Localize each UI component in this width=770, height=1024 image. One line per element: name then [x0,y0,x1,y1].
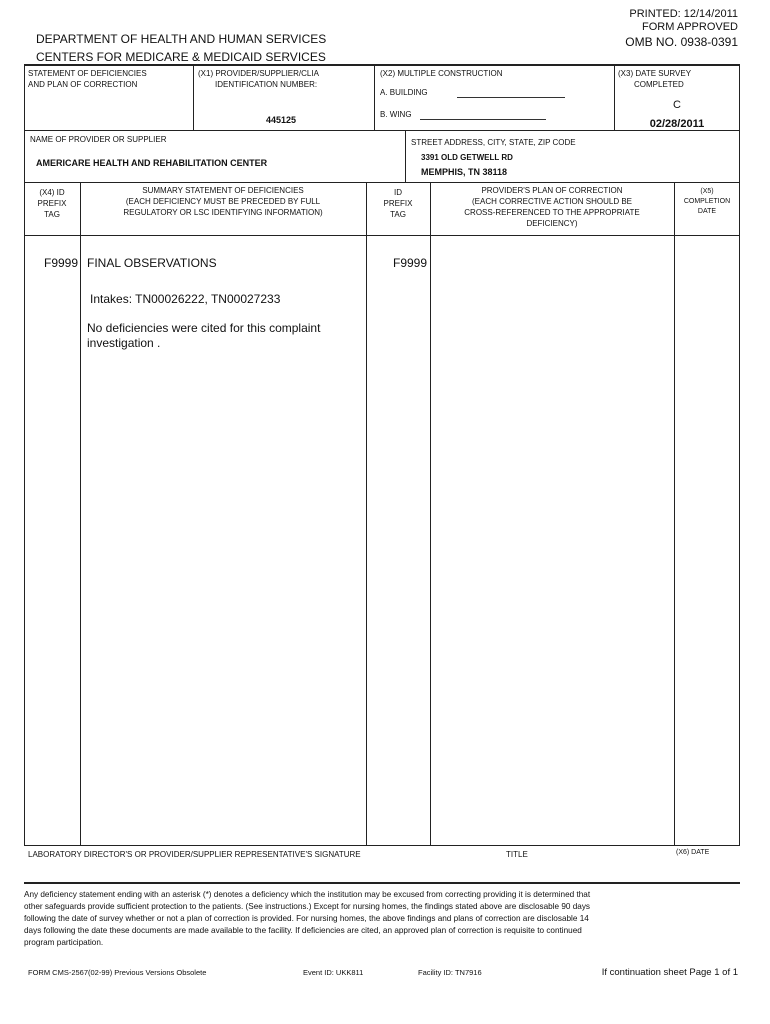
correction-tag: F9999 [393,256,428,270]
divider [374,64,375,130]
plan-header: CROSS-REFERENCED TO THE APPROPRIATE [464,208,640,217]
omb-number: OMB NO. 0938-0391 [625,35,738,49]
disclaimer-text: following the date of survey whether or not a plan of correction is provided. For nursing homes, the above findings and plans of correction are disclosable 14 [24,914,589,923]
title-label: TITLE [506,850,528,859]
divider [24,235,740,236]
building-label: A. BUILDING [380,88,428,97]
x3-label: (X3) DATE SURVEY [618,69,692,78]
survey-type: C [673,99,681,111]
centers-title: CENTERS FOR MEDICARE & MEDICAID SERVICES [36,50,326,64]
plan-header: (EACH CORRECTIVE ACTION SHOULD BE [471,197,633,206]
wing-label: B. WING [380,110,412,119]
x4-header: (X4) ID [39,188,65,197]
facility-id: Facility ID: TN7916 [418,968,482,977]
event-id: Event ID: UKK811 [303,968,364,977]
x1-label: (X1) PROVIDER/SUPPLIER/CLIA [198,69,319,78]
id-header: ID [394,188,402,197]
column-divider [80,182,81,846]
disclaimer-text: program participation. [24,938,104,947]
x4-header: TAG [44,210,60,219]
column-divider [674,182,675,846]
x5-header: DATE [697,208,717,215]
provider-name: AMERICARE HEALTH AND REHABILITATION CENTER [36,158,268,168]
plan-header: PROVIDER'S PLAN OF CORRECTION [481,186,623,195]
column-divider [430,182,431,846]
form-approved: FORM APPROVED [642,21,738,33]
column-divider [366,182,367,846]
provider-name-label: NAME OF PROVIDER OR SUPPLIER [30,135,167,144]
divider [405,130,406,182]
summary-header: SUMMARY STATEMENT OF DEFICIENCIES [142,186,304,195]
id-header: TAG [390,210,406,219]
divider [193,64,194,130]
x4-header: PREFIX [37,199,67,208]
plan-header: DEFICIENCY) [526,219,578,228]
deficiency-heading: FINAL OBSERVATIONS [87,256,217,270]
signature-divider [24,882,740,884]
disclaimer-text: days following the date these documents are made available to the facility. If deficiencies are cited, an approved plan of correction is requisite to continued [24,926,582,935]
city-state-zip: MEMPHIS, TN 38118 [421,167,508,177]
statement-label: STATEMENT OF DEFICIENCIES [28,69,147,78]
finding-text: No deficiencies were cited for this complaint [87,321,321,335]
intakes-text: Intakes: TN00026222, TN00027233 [90,292,281,306]
survey-date: 02/28/2011 [649,118,705,130]
page-indicator: If continuation sheet Page 1 of 1 [601,967,738,978]
address-label: STREET ADDRESS, CITY, STATE, ZIP CODE [411,138,576,147]
id-header: PREFIX [383,199,413,208]
x5-header: COMPLETION [683,198,731,205]
summary-header: REGULATORY OR LSC IDENTIFYING INFORMATION) [123,208,323,217]
summary-header: (EACH DEFICIENCY MUST BE PRECEDED BY FULL [125,197,321,206]
finding-text: investigation . [87,336,161,350]
divider [24,130,740,131]
statement-label: AND PLAN OF CORRECTION [28,80,138,89]
date-label: (X6) DATE [676,849,710,856]
street-address: 3391 OLD GETWELL RD [421,153,513,162]
department-title: DEPARTMENT OF HEALTH AND HUMAN SERVICES [36,32,327,46]
provider-id: 445125 [266,115,297,125]
deficiency-tag: F9999 [44,256,79,270]
x3-label: COMPLETED [634,80,684,89]
printed-date: PRINTED: 12/14/2011 [629,8,738,20]
form-number: FORM CMS-2567(02-99) Previous Versions Obsolete [28,968,207,977]
wing-field[interactable] [420,119,546,120]
x2-label: (X2) MULTIPLE CONSTRUCTION [380,69,503,78]
x5-header: (X5) [700,188,714,195]
disclaimer-text: other safeguards provide sufficient protection to the patients. (See instructions.) Except for nursing homes, the findings stated above are disclosable 90 days [24,902,591,911]
building-field[interactable] [457,97,565,98]
x1-label: IDENTIFICATION NUMBER: [215,80,318,89]
disclaimer-text: Any deficiency statement ending with an asterisk (*) denotes a deficiency which the institution may be excused from correcting providing it is determined that [24,890,591,899]
divider [24,182,740,183]
signature-label: LABORATORY DIRECTOR'S OR PROVIDER/SUPPLIER REPRESENTATIVE'S SIGNATURE [28,850,361,859]
